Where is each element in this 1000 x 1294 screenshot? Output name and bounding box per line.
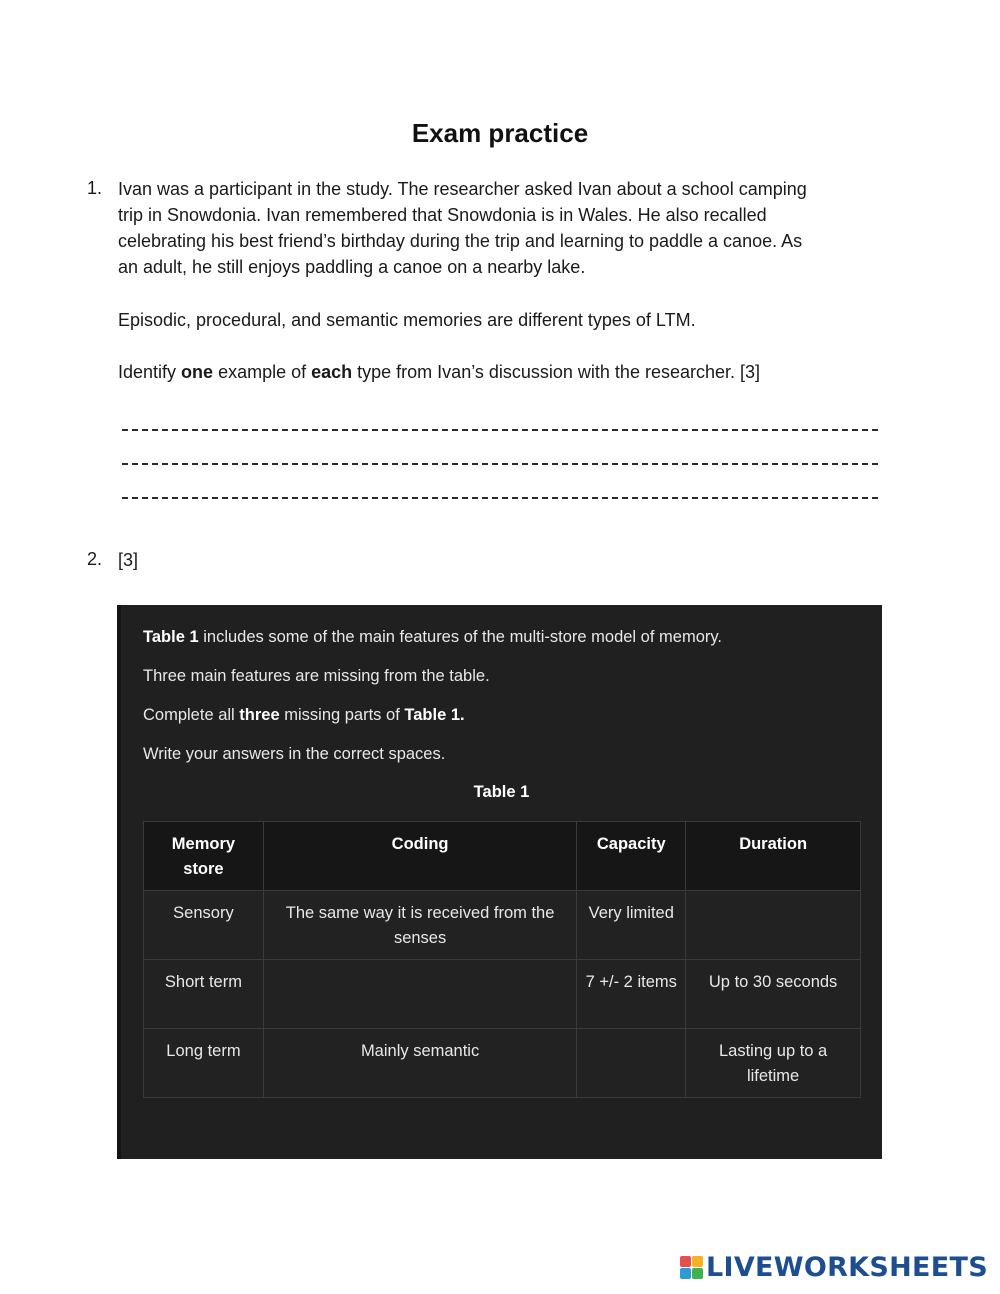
cell-memory-store: Long term (144, 1029, 264, 1098)
logo-square (692, 1268, 703, 1279)
logo-text: LIVEWORKSHEETS (705, 1252, 988, 1283)
question-2-panel (117, 605, 882, 1159)
question-1-number: 1. (87, 178, 103, 198)
header-memory-store: Memory store (144, 822, 264, 891)
cell-coding: Mainly semantic (263, 1029, 576, 1098)
answer-cell-sensory-duration[interactable] (686, 891, 861, 960)
panel-bold: three (239, 706, 280, 724)
answer-line-3[interactable] (122, 497, 878, 499)
header-capacity: Capacity (577, 822, 686, 891)
table-row (144, 960, 861, 1029)
page-title: Exam practice (411, 118, 589, 148)
memory-table (143, 821, 861, 1098)
panel-bold: Table 1. (404, 706, 465, 724)
question-1-line: an adult, he still enjoys paddling a canoe on a nearby lake. (118, 257, 586, 277)
cell-memory-store: Short term (144, 960, 264, 1029)
cell-capacity: Very limited (577, 891, 686, 960)
question-1-line: Ivan was a participant in the study. The researcher asked Ivan about a school camping (118, 179, 807, 199)
question-1-instruction (118, 359, 888, 385)
logo-grid-icon (680, 1256, 703, 1279)
table-reference: Table 1 (143, 628, 199, 646)
question-2-number: 2. (87, 549, 103, 569)
answer-line-1[interactable] (122, 429, 878, 431)
header-coding: Coding (263, 822, 576, 891)
table-caption: Table 1 (473, 783, 530, 801)
answer-line-2[interactable] (122, 463, 878, 465)
table-header-row (144, 822, 861, 891)
panel-line-3 (143, 706, 465, 725)
panel-text: Complete all (143, 706, 240, 724)
question-1-line: celebrating his best friend’s birthday during the trip and learning to paddle a canoe. As (118, 231, 803, 251)
answer-cell-long-term-capacity[interactable] (577, 1029, 686, 1098)
instruction-text: example of (213, 362, 312, 382)
cell-coding: The same way it is received from the senses (263, 891, 576, 960)
instruction-bold: one (181, 362, 214, 382)
logo-square (680, 1268, 691, 1279)
logo-square (680, 1256, 691, 1267)
question-2-marks: [3] (118, 550, 139, 570)
cell-memory-store: Sensory (144, 891, 264, 960)
panel-line-4: Write your answers in the correct spaces. (143, 745, 446, 763)
question-1-statement: Episodic, procedural, and semantic memories are different types of LTM. (118, 310, 696, 330)
table-row (144, 1029, 861, 1098)
cell-duration: Up to 30 seconds (686, 960, 861, 1029)
header-duration: Duration (686, 822, 861, 891)
instruction-bold: each (311, 362, 353, 382)
instruction-text: type from Ivan’s discussion with the researcher. [3] (352, 362, 761, 382)
logo-square (692, 1256, 703, 1267)
panel-line-2: Three main features are missing from the table. (143, 667, 490, 685)
answer-cell-short-term-coding[interactable] (263, 960, 576, 1029)
panel-text: includes some of the main features of the multi-store model of memory. (198, 628, 722, 646)
question-1-line: trip in Snowdonia. Ivan remembered that Snowdonia is in Wales. He also recalled (118, 205, 767, 225)
panel-text: missing parts of (279, 706, 405, 724)
table-row (144, 891, 861, 960)
instruction-text: Identify (118, 362, 182, 382)
cell-duration: Lasting up to a lifetime (686, 1029, 861, 1098)
cell-capacity: 7 +/- 2 items (577, 960, 686, 1029)
panel-line-1 (143, 628, 722, 647)
liveworksheets-logo (680, 1252, 988, 1283)
question-1-paragraph (118, 176, 888, 280)
